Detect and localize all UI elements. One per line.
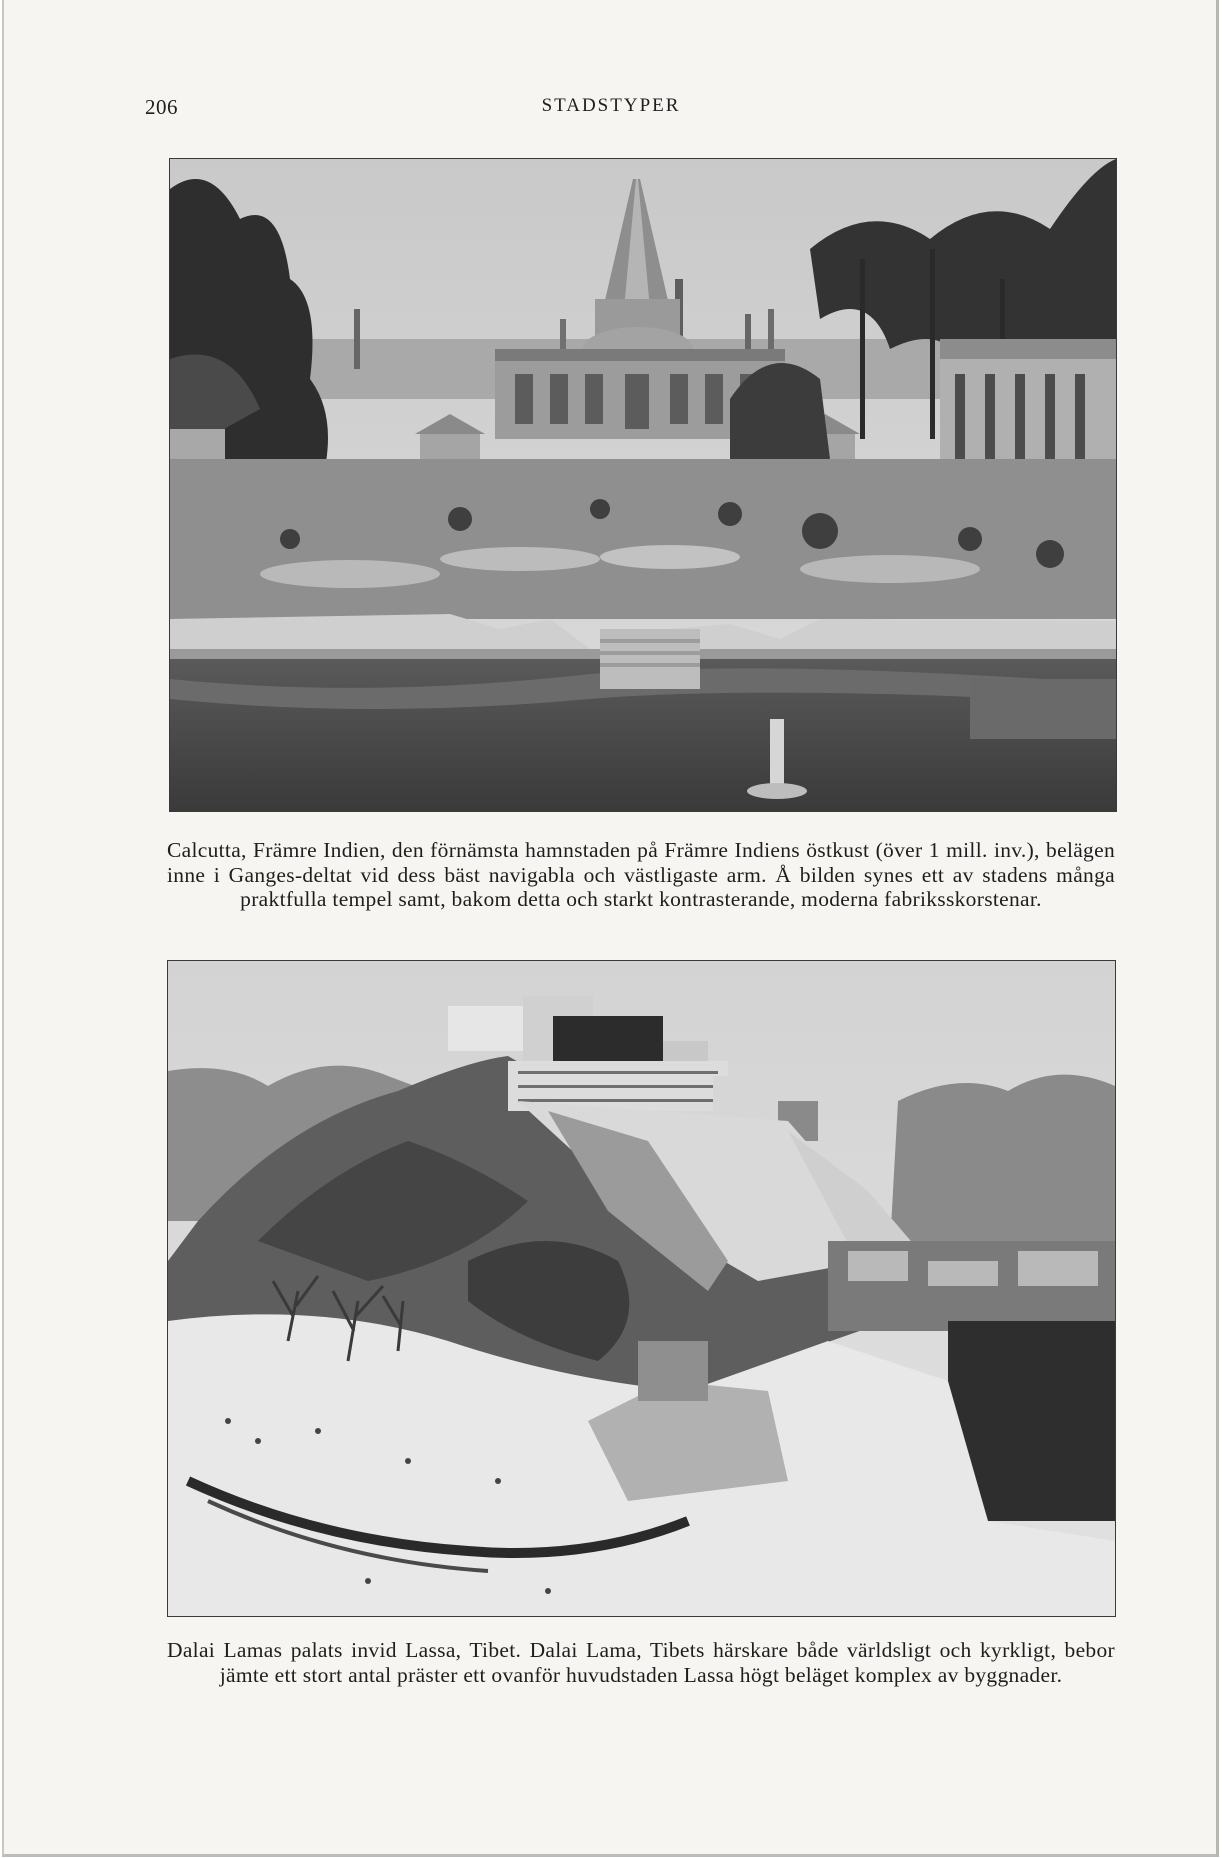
temple-photo xyxy=(169,158,1117,812)
palace-illustration xyxy=(168,961,1115,1616)
palace-photo xyxy=(167,960,1116,1617)
running-title: STADSTYPER xyxy=(541,95,681,116)
temple-photo-caption: Calcutta, Främre Indien, den förnämsta hamnstaden på Främre Indiens östkust (över 1 mill. inv.), belägen inne i Ganges-deltat vid dess bäst navigabla och västligaste arm. Å bilden synes ett av stadens många praktfulla tempel samt, bakom detta och starkt kontrasterande, moderna fabriksskorstenar. xyxy=(167,838,1115,911)
temple-illustration xyxy=(170,159,1116,811)
palace-photo-caption: Dalai Lamas palats invid Lassa, Tibet. Dalai Lama, Tibets härskare både världsligt och kyrkligt, bebor jämte ett stort antal präster ett ovanför huvudstaden Lassa högt beläget komplex av byggnader. xyxy=(167,1638,1115,1687)
page-number: 206 xyxy=(145,95,178,119)
